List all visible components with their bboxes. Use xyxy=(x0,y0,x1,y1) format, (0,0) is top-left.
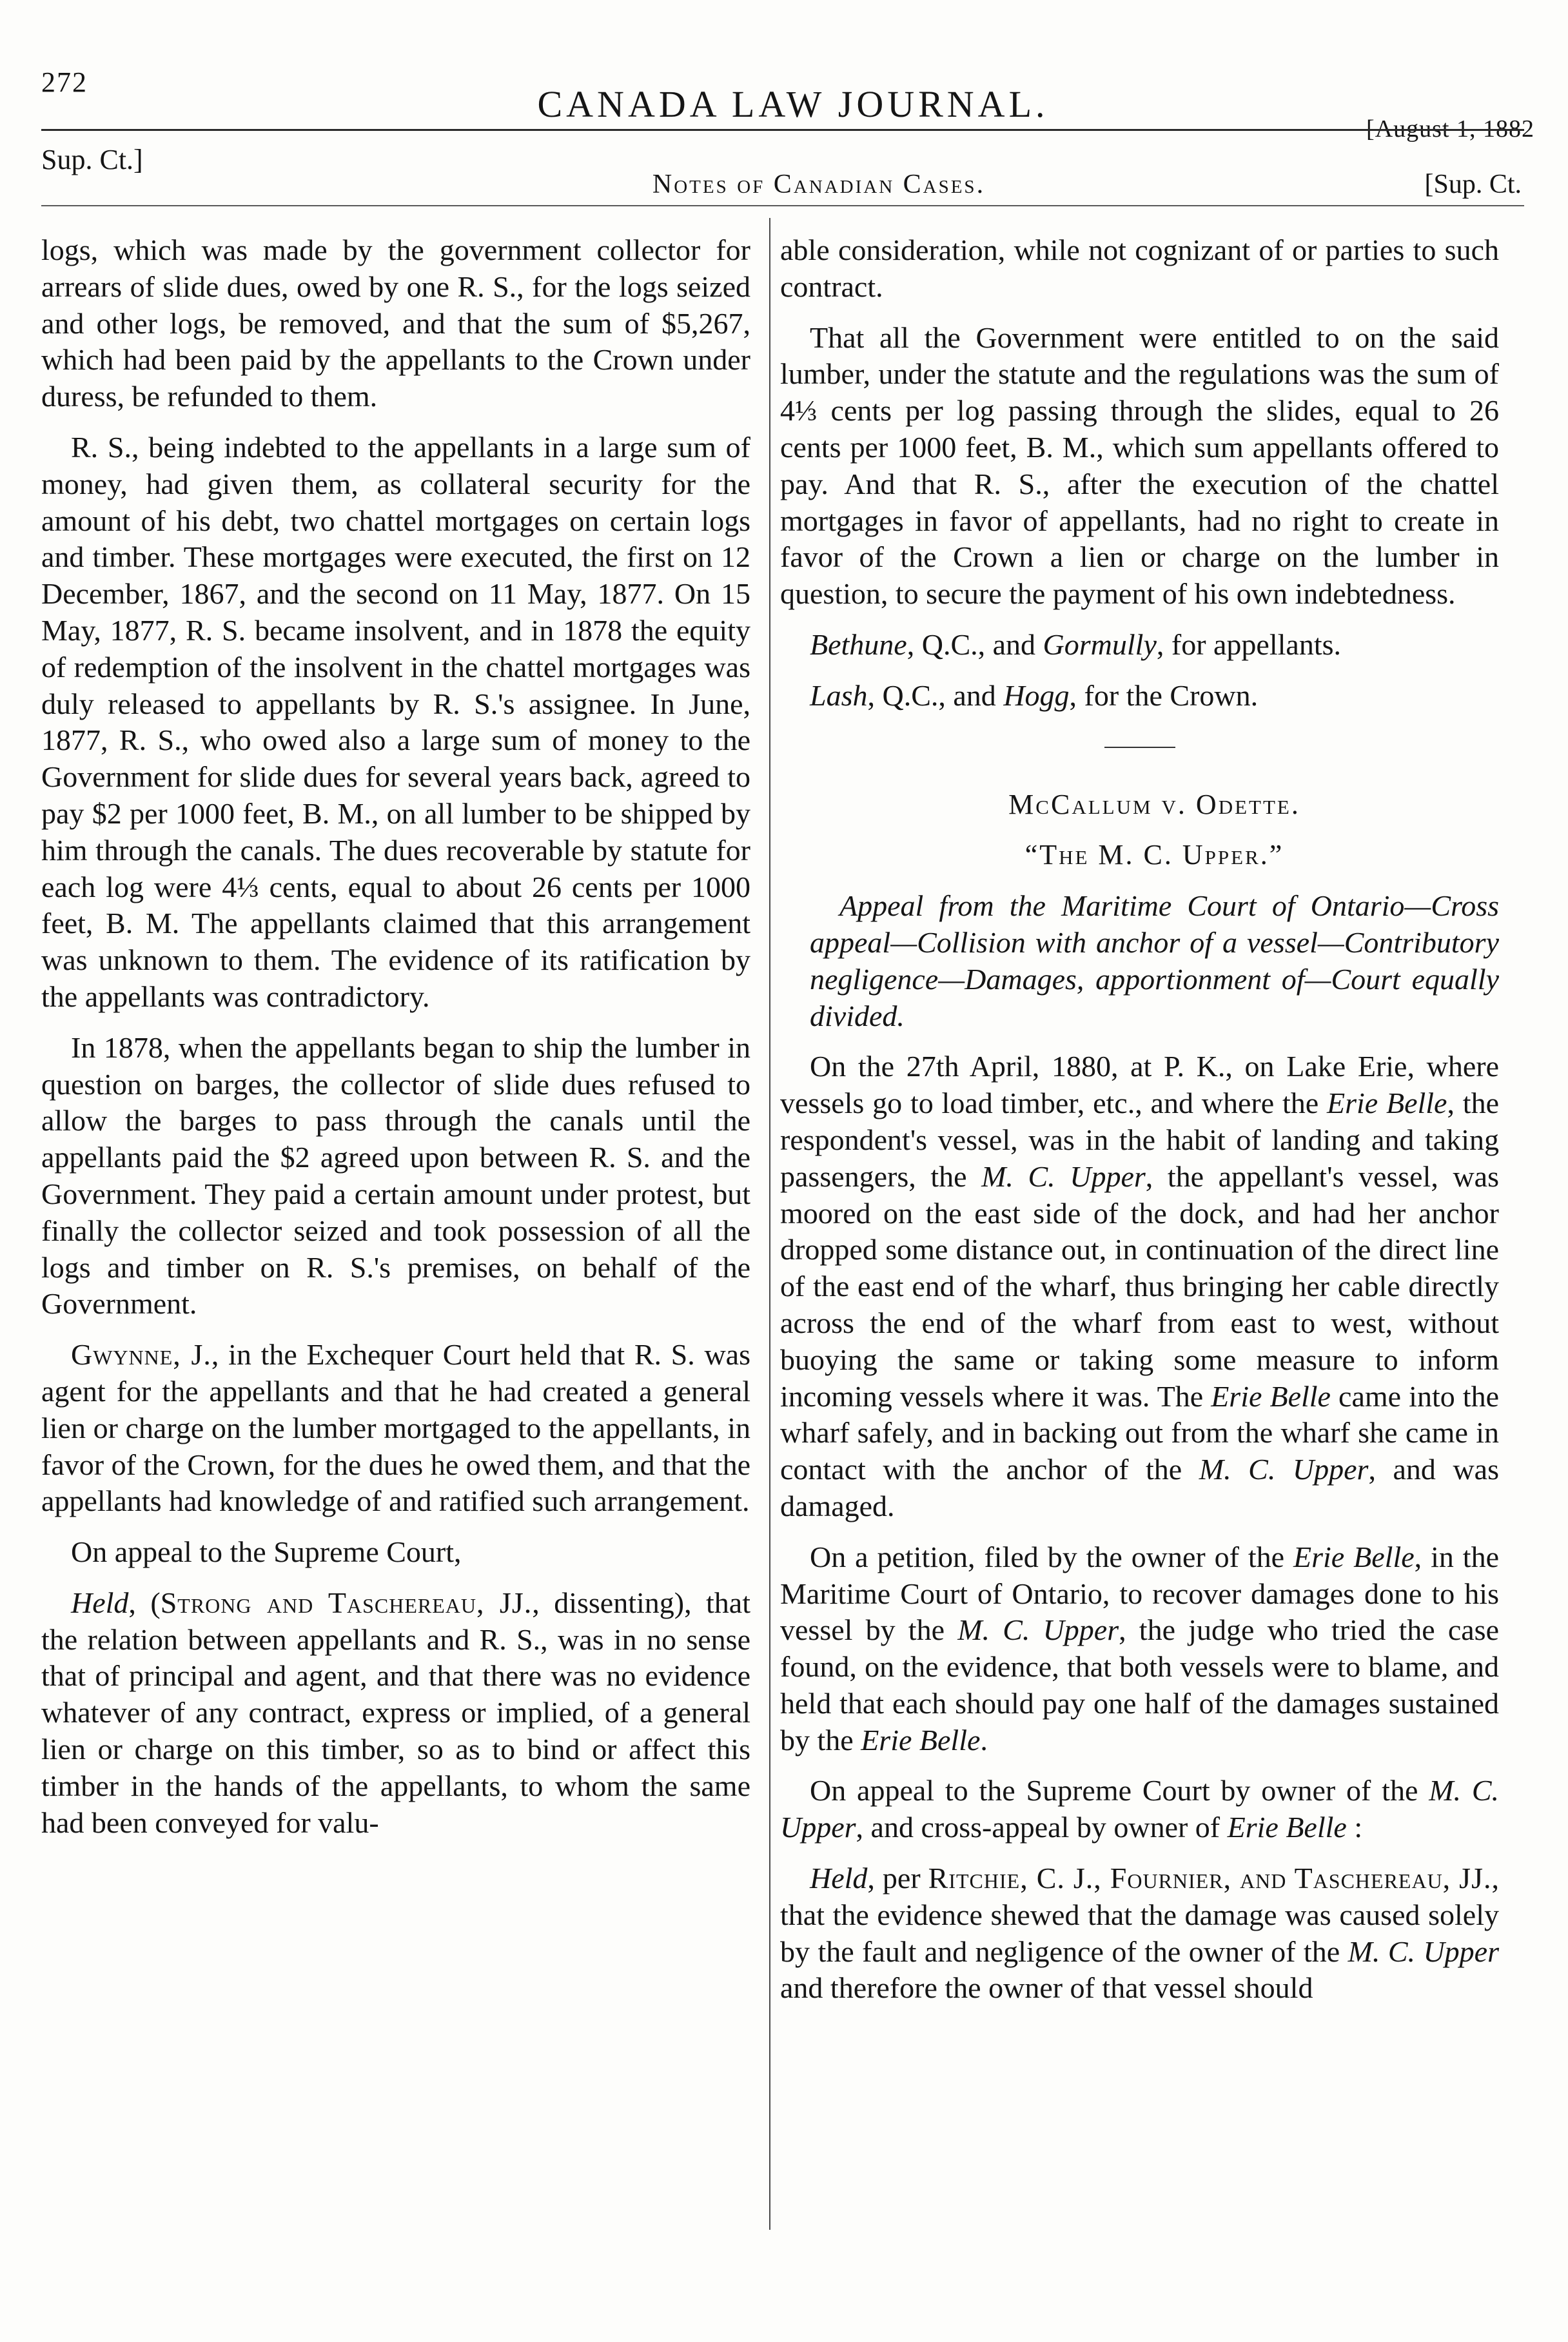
issue-date: [August 1, 1882 xyxy=(1366,115,1534,143)
paragraph-text: On the 27th April, 1880, at P. K., on Lake Erie, where vessels go to load timber, etc., and where the xyxy=(780,1050,1499,1120)
paragraph-text: , and was damaged. xyxy=(780,1453,1499,1522)
header-rule xyxy=(41,129,1524,131)
paragraph-text: , the appellant's vessel, was moored on the east side of the dock, and had her anchor dropped some distance out, in continuation of the direct line of the east end of the wharf, thus bringing her cable directly across the end of the wharf from east to west, without buoying the same or taking some measure to inform incoming vessels where it was. The xyxy=(780,1159,1499,1413)
counsel-name: Gormully xyxy=(1043,627,1157,661)
judge-names: Ritchie, C. J., Fournier, and Taschereau, JJ. xyxy=(928,1862,1492,1895)
headnote: Appeal from the Maritime Court of Ontario—Cross appeal—Collision with anchor of a vessel—Contributory negligence—Damages, apportionment of—Court equally divided. xyxy=(810,889,1499,1032)
paragraph xyxy=(780,1539,1499,1759)
paragraph: logs, which was made by the government collector for arrears of slide dues, owed by one R. S., for the logs seized and other logs, be removed, and that the sum of $5,267, which had been paid by the appellants to the Crown under duress, be refunded to them. xyxy=(41,233,750,413)
vessel-name: Erie Belle xyxy=(861,1723,981,1757)
vessel-name: Erie Belle xyxy=(1293,1540,1415,1573)
paragraph: On appeal to the Supreme Court, xyxy=(71,1535,462,1569)
case-subtitle: “The M. C. Upper.” xyxy=(1024,839,1284,871)
paragraph xyxy=(780,1048,1499,1524)
counsel-line xyxy=(780,678,1499,714)
left-column xyxy=(41,232,750,1855)
paragraph-text: , and cross-appeal by owner of xyxy=(856,1811,1228,1844)
counsel-text: , for appellants. xyxy=(1156,627,1342,661)
paragraph-text: , in the Exchequer Court held that R. S. was agent for the appellants and that he had created a general lien or charge on the lumber mortgaged to the appellants, in favor of the Crown, for the dues he owed them, and that the appellants had knowledge of and ratified such arrangement. xyxy=(41,1338,750,1518)
held-label: Held xyxy=(71,1586,129,1619)
counsel-line xyxy=(780,627,1499,664)
running-head xyxy=(0,0,1568,213)
vessel-name: Erie Belle xyxy=(1227,1811,1347,1844)
paragraph-text: : xyxy=(1346,1811,1363,1844)
held-label: Held xyxy=(810,1862,868,1895)
vessel-name: M. C. Upper xyxy=(957,1613,1119,1647)
counsel-text: , Q.C., and xyxy=(906,627,1043,661)
paragraph-text: , in the Maritime Court of Ontario, to recover damages done to his vessel by the xyxy=(780,1540,1499,1647)
section-title: Notes of Canadian Cases. xyxy=(652,170,986,199)
left-court-label: Sup. Ct.] xyxy=(41,144,143,175)
paragraph-text: , that the evidence shewed that the damage was caused solely by the fault and negligence of the owner of the xyxy=(780,1862,1499,1968)
paragraph-text: , the judge who tried the case found, on the evidence, that both vessels were to blame, and held that each should pay one half of the damages sustained by the xyxy=(780,1613,1499,1757)
right-column xyxy=(780,232,1499,2021)
page-number: 272 xyxy=(41,66,88,98)
counsel-name: Bethune xyxy=(810,627,907,661)
vessel-name: Erie Belle xyxy=(1326,1087,1447,1120)
right-court-label: [Sup. Ct. xyxy=(1424,170,1522,199)
vessel-name: Erie Belle xyxy=(1211,1379,1331,1413)
subheader-rule xyxy=(41,205,1524,206)
paragraph: That all the Government were entitled to on the said lumber, under the statute and the regulations was the sum of 4⅓ cents per log passing through the slides, equal to 26 cents per 1000 feet, B. M., which sum appellants offered to pay. And that R. S., after the execution of the chattel mortgages in favor of appellants, had no right to create in favor of the Crown a lien or charge on the lumber in question, to secure the payment of his own indebtedness. xyxy=(780,320,1499,611)
paragraph: R. S., being indebted to the appellants in a large sum of money, had given them, as collateral security for the amount of his debt, two chattel mortgages on certain logs and timber. These mortgages were executed, the first on 12 December, 1867, and the second on 11 May, 1877. On 15 May, 1877, R. S. became insolvent, and in 1878 the equity of redemption of the insolvent in the chattel mortgages was duly released to appellants by R. S.'s assignee. In June, 1877, R. S., who owed also a large sum of money to the Government for slide dues for several years back, agreed to pay $2 per 1000 feet, B. M., on all lumber to be shipped by him through the canals. The dues recoverable by statute for each log were 4⅓ cents, equal to about 26 cents per 1000 feet, B. M. The appellants claimed that this arrangement was unknown to them. The evidence of its ratification by the appellants was contradictory. xyxy=(41,430,750,1013)
paragraph-text: and therefore the owner of that vessel should xyxy=(780,1971,1313,2005)
paragraph-text: came into the wharf safely, and in backing out from the wharf she came in contact with the anchor of the xyxy=(780,1379,1500,1486)
judge-name: Gwynne, J. xyxy=(71,1338,211,1372)
paragraph xyxy=(41,1585,750,1842)
paragraph: In 1878, when the appellants began to ship the lumber in question on barges, the collector of slide dues refused to allow the barges to pass through the canals until the appellants paid the $2 agreed upon between R. S. and the Government. They paid a certain amount under protest, but finally the collector seized and took possession of all the logs and timber on R. S.'s premises, on behalf of the Government. xyxy=(41,1030,750,1321)
paragraph-text: . xyxy=(980,1723,988,1757)
paragraph-text: On a petition, filed by the owner of the xyxy=(810,1540,1294,1573)
vessel-name: M. C. Upper xyxy=(780,1774,1500,1844)
paragraph xyxy=(780,1860,1499,2007)
vessel-name: M. C. Upper xyxy=(1348,1934,1500,1968)
vessel-name: M. C. Upper xyxy=(981,1159,1146,1193)
vessel-name: M. C. Upper xyxy=(1199,1453,1369,1486)
paragraph-text: , the respondent's vessel, was in the habit of landing and taking passengers, the xyxy=(780,1087,1499,1193)
journal-title: CANADA LAW JOURNAL. xyxy=(537,83,1049,125)
paragraph xyxy=(780,1773,1499,1846)
judge-names: Strong and Taschereau, JJ. xyxy=(160,1586,533,1619)
counsel-name: Hogg xyxy=(1003,678,1070,712)
paragraph: able consideration, while not cognizant of or parties to such contract. xyxy=(780,233,1499,303)
counsel-text: , for the Crown. xyxy=(1069,678,1259,712)
paragraph xyxy=(41,1337,750,1520)
paragraph-text: On appeal to the Supreme Court by owner of the xyxy=(810,1774,1429,1807)
paragraph-text: , per xyxy=(867,1862,928,1895)
column-divider xyxy=(769,218,770,2230)
counsel-text: , Q.C., and xyxy=(867,678,1004,712)
counsel-name: Lash xyxy=(810,678,868,712)
case-separator-rule xyxy=(1104,747,1175,748)
paragraph-text: , dissenting), that the relation between appellants and R. S., was in no sense that of principal and agent, and that there was no evidence whatever of any contract, express or implied, of a general lien or charge on this timber, so as to bind or affect this timber in the hands of the appellants, to whom the same had been conveyed for valu- xyxy=(41,1586,750,1839)
case-title: McCallum v. Odette. xyxy=(1008,788,1300,820)
paragraph-text: , ( xyxy=(128,1586,161,1619)
